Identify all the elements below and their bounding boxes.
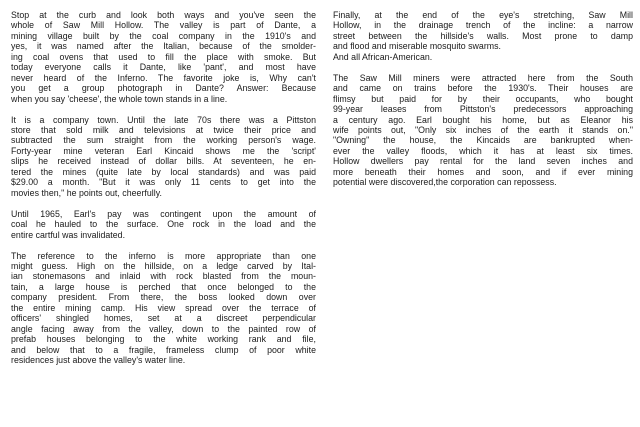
text-line: might guess. High on the hillside, on a ledge carved by Ital- <box>11 261 316 272</box>
text-line: 99-year leases from Pittston's predecessors approaching <box>333 104 633 115</box>
text-line: "Owning" the house, the Kincaids are bankrupted when- <box>333 135 633 146</box>
text-line: flimsy but paid for by their occupants, who bought <box>333 93 633 104</box>
text-line: And all African-American. <box>333 51 433 62</box>
paragraph-spacer <box>11 198 316 209</box>
right-column <box>333 10 633 188</box>
text-line: residences just above the valley's water line. <box>11 355 186 366</box>
text-line: potential were discovered,the corporation can repossess. <box>333 177 557 188</box>
text-line: The Saw Mill miners were attracted here from the South <box>333 72 633 83</box>
text-line: subtracted the sum straight from the working person's wage. <box>11 135 316 146</box>
text-line: It is a company town. Until the late 70s there was a Pittston <box>11 114 316 125</box>
text-line: coal he hauled to the surface. One rock in the load and the <box>11 219 316 230</box>
text-line: company president. From there, the boss looked down over <box>11 292 316 303</box>
text-line: store that sold milk and televisions at twice their price and <box>11 125 316 136</box>
text-line: Until 1965, Earl's pay was contingent upon the amount of <box>11 208 316 219</box>
paragraph-inferno-reference <box>11 251 316 366</box>
text-line: the entire mining camp. His view spread over the terrace of <box>11 302 316 313</box>
text-line: $29.00 a month. "But it was only 11 cents to get into the <box>11 177 316 188</box>
text-line: yes, it was named after the Italian, because of the smolder- <box>11 41 316 52</box>
paragraph-saw-mill-miners <box>333 73 633 188</box>
paragraph-spacer <box>11 240 316 251</box>
text-line: Forty-year mine veteran Earl Kincaid shows me the 'script' <box>11 145 316 156</box>
text-line: when you say 'cheese', the whole town stands in a line. <box>11 93 228 104</box>
text-line: ever the valley floods, which it has at least six times. <box>333 145 633 156</box>
text-line: wife points out, "Only six inches of the earth it stands on." <box>333 125 633 136</box>
text-line: street between the hillside's walls. Most prone to damp <box>333 30 633 41</box>
text-line: tain, a large house is perched that once belonged to the <box>11 281 316 292</box>
text-line: mining village built by the coal company in the 1910's and <box>11 30 316 41</box>
text-line: a century ago. Earl bought his home, but as Eleanor his <box>333 114 633 125</box>
paragraph-saw-mill-hollow-intro <box>11 10 316 104</box>
paragraph-company-town <box>11 115 316 199</box>
paragraph-earls-pay <box>11 209 316 240</box>
text-line: Hollow, in the drainage trench of the incline: a narrow <box>333 20 633 31</box>
text-line: tered the mines (quite late by local standards) and was paid <box>11 166 316 177</box>
paragraph-spacer <box>11 104 316 115</box>
text-line: ing coal ovens that used to fill the place with smoke. But <box>11 51 316 62</box>
text-line: and flood and miserable mosquito swarms. <box>333 41 502 52</box>
paragraph-saw-mill-hollow-trench <box>333 10 633 62</box>
text-line: and below that to a fragile, frameless clump of poor white <box>11 344 316 355</box>
text-line: Hollow dwellers pay rental for the land seven inches and <box>333 156 633 167</box>
text-line: ian stonemasons and inlaid with rock blasted from the moun- <box>11 271 316 282</box>
text-line: slips he received instead of dollar bills. At seventeen, he en- <box>11 156 316 167</box>
text-line: movies then," he points out, cheerfully. <box>11 187 162 198</box>
text-line: more beneath their homes and soon, and if ever mining <box>333 166 633 177</box>
text-line: and came on trains before the 1930's. Their houses are <box>333 83 633 94</box>
text-line: entire cartful was invalidated. <box>11 229 126 240</box>
text-line: prefab houses belonging to the white working rank and file, <box>11 334 316 345</box>
text-line: Finally, at the end of the eye's stretching, Saw Mill <box>333 10 633 20</box>
text-line: officers' shingled homes, set at a discreet perpendicular <box>11 313 316 324</box>
text-line: whole of Saw Mill Hollow. The valley is part of Dante, a <box>11 20 316 31</box>
text-line: The reference to the inferno is more appropriate than one <box>11 250 316 261</box>
text-line: Stop at the curb and look both ways and you've seen the <box>11 10 316 20</box>
text-line: today everyone calls it Dante, like 'pant', and most have <box>11 62 316 73</box>
text-line: you get a group photograph in Dante? Answer: Because <box>11 83 316 94</box>
text-line: never heard of the Inferno. The favorite joke is, Why can't <box>11 72 316 83</box>
paragraph-spacer <box>333 62 633 73</box>
text-line: angle facing away from the valley, down to the painted row of <box>11 323 316 334</box>
left-column <box>11 10 316 366</box>
